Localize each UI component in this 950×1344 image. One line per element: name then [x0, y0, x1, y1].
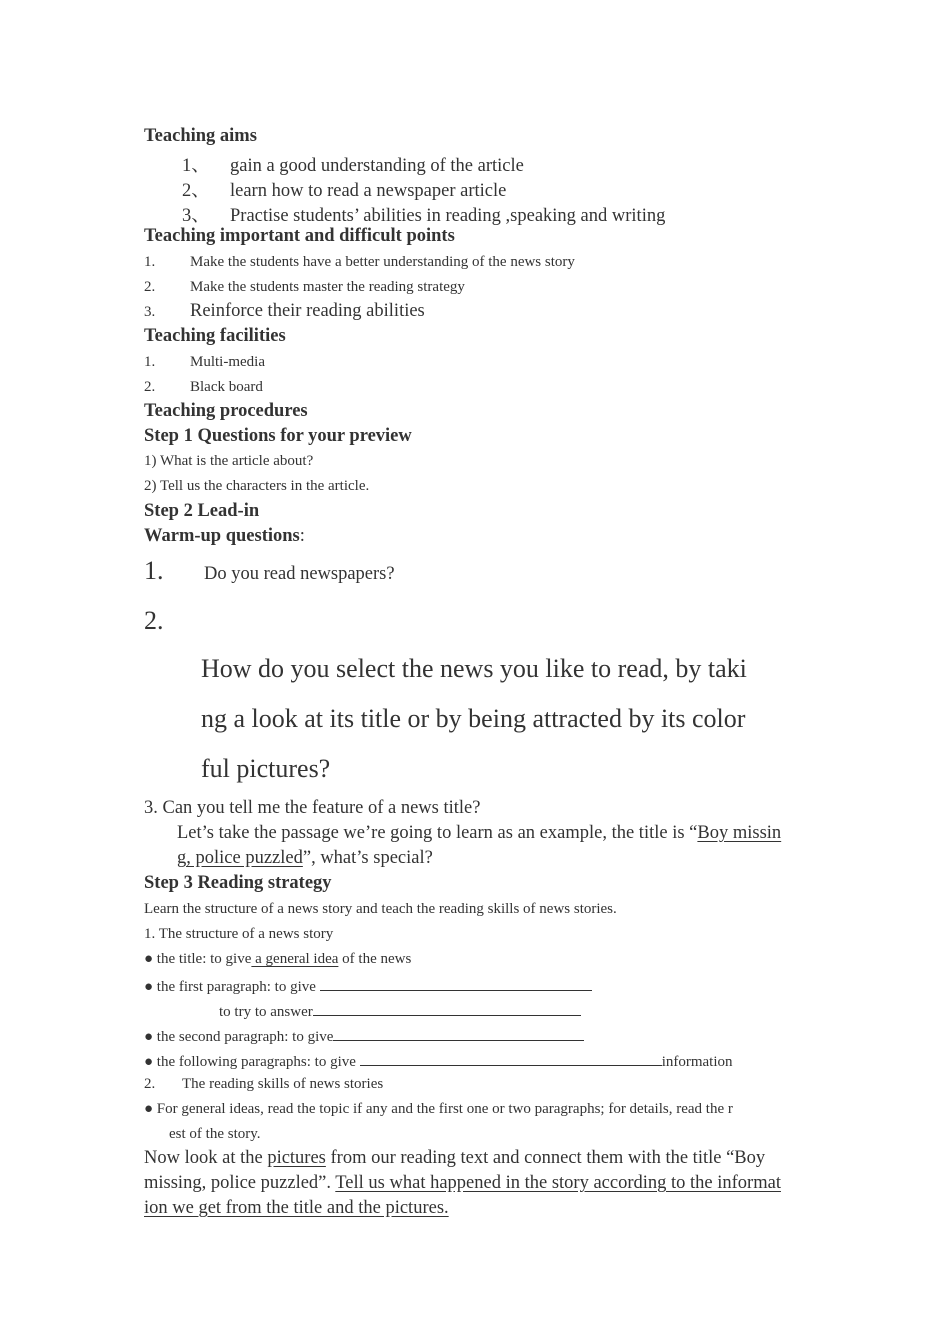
step1-question-1: 1) What is the article about?	[144, 453, 314, 469]
aim-item-2	[182, 176, 506, 202]
fill-blank[interactable]	[360, 1051, 662, 1066]
closing-line-3	[144, 1198, 449, 1219]
fill-blank[interactable]	[313, 1001, 581, 1016]
fill-blank[interactable]	[320, 976, 592, 991]
closing-text: from our reading text and connect them with the title “Boy	[325, 1148, 766, 1168]
closing-text: missing, police puzzled”.	[144, 1173, 336, 1193]
facility-num: 2.	[144, 379, 156, 395]
bullet-second-paragraph	[144, 1026, 584, 1046]
bullet-text: to try to answer	[219, 1004, 313, 1020]
closing-text: Now look at the	[144, 1148, 268, 1168]
step1-heading: Step 1 Questions for your preview	[144, 426, 412, 446]
sub-text: ”, what’s special?	[302, 848, 433, 868]
aim-text: learn how to read a newspaper article	[230, 181, 507, 201]
warmup-label-text: Warm-up questions	[144, 526, 300, 546]
bullet-text: ● the following paragraphs: to give	[144, 1054, 360, 1070]
structure-title: 1. The structure of a news story	[144, 926, 334, 942]
bullet-first-sub	[219, 1001, 581, 1021]
bullet-first-paragraph	[144, 976, 592, 996]
skills-bullet-line-1: ● For general ideas, read the topic if any and the first one or two paragraphs; for details, read the r	[144, 1101, 733, 1117]
skills-num: 2.	[144, 1076, 156, 1092]
aim-item-3	[182, 201, 665, 227]
step1-question-2: 2) Tell us the characters in the article.	[144, 478, 370, 494]
step2-heading: Step 2 Lead-in	[144, 501, 260, 521]
warmup-question-3: 3. Can you tell me the feature of a news title?	[144, 798, 481, 818]
facilities-heading: Teaching facilities	[144, 326, 286, 346]
warmup-question-2-line-1: How do you select the news you like to read, by taki	[201, 654, 747, 683]
aim-text: gain a good understanding of the article	[230, 156, 524, 176]
facility-item-1	[144, 354, 265, 371]
step3-intro: Learn the structure of a news story and teach the reading skills of news stories.	[144, 901, 617, 917]
procedures-heading: Teaching procedures	[144, 401, 308, 421]
closing-underlined: ion we get from the title and the pictures.	[144, 1198, 449, 1218]
bullet-following-paragraphs	[144, 1051, 733, 1071]
step3-heading: Step 3 Reading strategy	[144, 873, 332, 893]
important-points-heading: Teaching important and difficult points	[144, 226, 455, 246]
warmup-question-3-sub-line-2	[177, 848, 433, 869]
aim-num: 1、	[182, 156, 210, 176]
warmup-num: 1.	[144, 556, 164, 585]
point-item-1	[144, 254, 575, 271]
title-link-part-2: g, police puzzled	[177, 848, 303, 868]
skills-bullet-line-2: est of the story.	[169, 1126, 261, 1142]
facility-text: Black board	[190, 379, 263, 395]
point-item-3	[144, 301, 425, 322]
warmup-question-1	[144, 556, 395, 586]
bullet-title	[144, 951, 411, 968]
point-item-2	[144, 279, 465, 296]
warmup-question-2-line-3: ful pictures?	[201, 754, 331, 783]
title-link-part-1: Boy missin	[697, 823, 782, 843]
warmup-label	[144, 526, 305, 547]
sub-text: Let’s take the passage we’re going to learn as an example, the title is “	[177, 823, 698, 843]
warmup-question-3-sub-line-1	[177, 823, 781, 844]
skills-text: The reading skills of news stories	[182, 1076, 384, 1092]
pictures-underlined: pictures	[267, 1148, 326, 1168]
aim-text: Practise students’ abilities in reading ,speaking and writing	[230, 206, 666, 226]
warmup-question-2-num: 2.	[144, 606, 164, 635]
bullet-text: ● the title: to give	[144, 951, 252, 967]
closing-line-1	[144, 1148, 765, 1169]
facility-item-2	[144, 379, 263, 396]
warmup-colon: :	[299, 526, 305, 546]
point-text: Make the students master the reading strategy	[190, 279, 465, 295]
closing-underlined: Tell us what happened in the story according to the informat	[335, 1173, 781, 1193]
point-num: 2.	[144, 279, 156, 295]
aim-num: 3、	[182, 206, 210, 226]
facility-text: Multi-media	[190, 354, 265, 370]
general-idea-underlined: a general idea	[251, 951, 339, 967]
warmup-text: Do you read newspapers?	[204, 564, 395, 584]
skills-title	[144, 1076, 383, 1093]
warmup-question-2-line-2: ng a look at its title or by being attracted by its color	[201, 704, 746, 733]
closing-line-2	[144, 1173, 781, 1194]
bullet-text: ● the first paragraph: to give	[144, 979, 320, 995]
point-text: Make the students have a better understanding of the news story	[190, 254, 575, 270]
bullet-text: ● the second paragraph: to give	[144, 1029, 334, 1045]
bullet-text: of the news	[338, 951, 412, 967]
bullet-text: information	[661, 1054, 733, 1070]
facility-num: 1.	[144, 354, 156, 370]
teaching-aims-heading: Teaching aims	[144, 126, 257, 146]
point-num: 1.	[144, 254, 156, 270]
point-text: Reinforce their reading abilities	[190, 301, 425, 321]
fill-blank[interactable]	[333, 1026, 584, 1041]
aim-item-1	[182, 151, 524, 177]
aim-num: 2、	[182, 181, 210, 201]
point-num: 3.	[144, 304, 156, 320]
